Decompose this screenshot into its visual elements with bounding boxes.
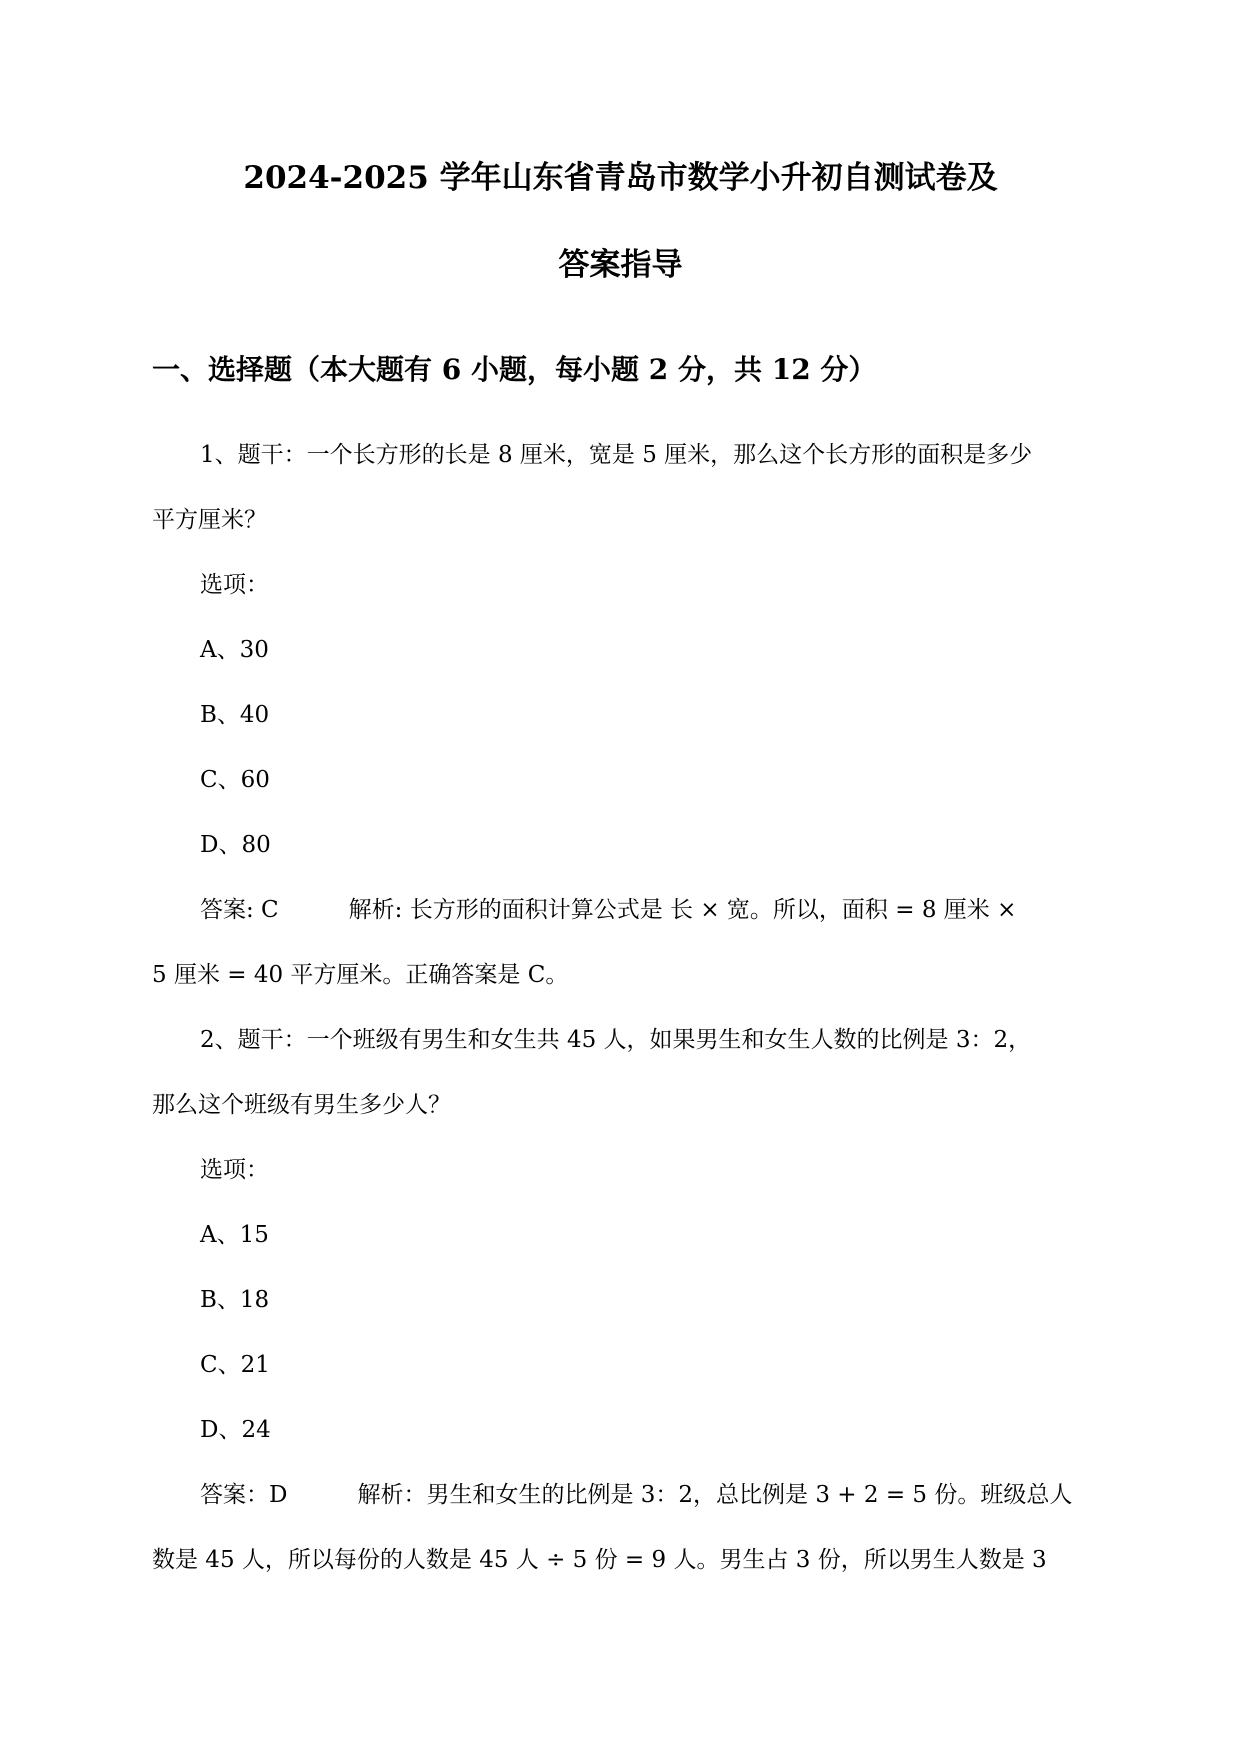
q1-analysis-line-2: 5 厘米 = 40 平方厘米。正确答案是 C。 [152,962,569,988]
q2-option-a: A、15 [200,1222,269,1248]
q2-option-d: D、24 [200,1417,271,1443]
q1-answer-analysis-line-1 [200,895,1016,925]
q1-option-b: B、40 [200,702,270,728]
document-title-line-2: 答案指导 [558,247,683,283]
q1-option-c: C、60 [200,767,270,793]
q1-stem-line-2: 平方厘米？ [152,507,267,533]
q2-option-b: B、18 [200,1287,270,1313]
q1-options-label: 选项： [200,572,269,598]
q2-answer-analysis-line-1 [200,1480,1072,1510]
q2-stem-line-2: 那么这个班级有男生多少人？ [152,1092,451,1118]
q2-option-c: C、21 [200,1352,270,1378]
q1-stem-line-1: 1、题干：一个长方形的长是 8 厘米，宽是 5 厘米，那么这个长方形的面积是多少 [200,442,1033,468]
q2-analysis-line-1: 解析：男生和女生的比例是 3：2，总比例是 3 + 2 = 5 份。班级总人 [357,1482,1073,1508]
q1-option-a: A、30 [200,637,269,663]
q1-analysis-line-1: 解析: 长方形的面积计算公式是 长 × 宽。所以，面积 = 8 厘米 × [348,897,1017,923]
document-title-line-1: 2024-2025 学年山东省青岛市数学小升初自测试卷及 [243,160,998,196]
q2-analysis-line-2: 数是 45 人，所以每份的人数是 45 人 ÷ 5 份 = 9 人。男生占 3 份，所以男生人数是 3 [152,1547,1047,1573]
q2-stem-line-1: 2、题干：一个班级有男生和女生共 45 人，如果男生和女生人数的比例是 3：2， [200,1027,1032,1053]
q1-answer: 答案: C [200,897,279,923]
q1-option-d: D、80 [200,832,271,858]
section-heading-choice: 一、选择题（本大题有 6 小题，每小题 2 分，共 12 分） [152,353,877,386]
q2-options-label: 选项： [200,1157,269,1183]
q2-answer: 答案：D [200,1482,288,1508]
